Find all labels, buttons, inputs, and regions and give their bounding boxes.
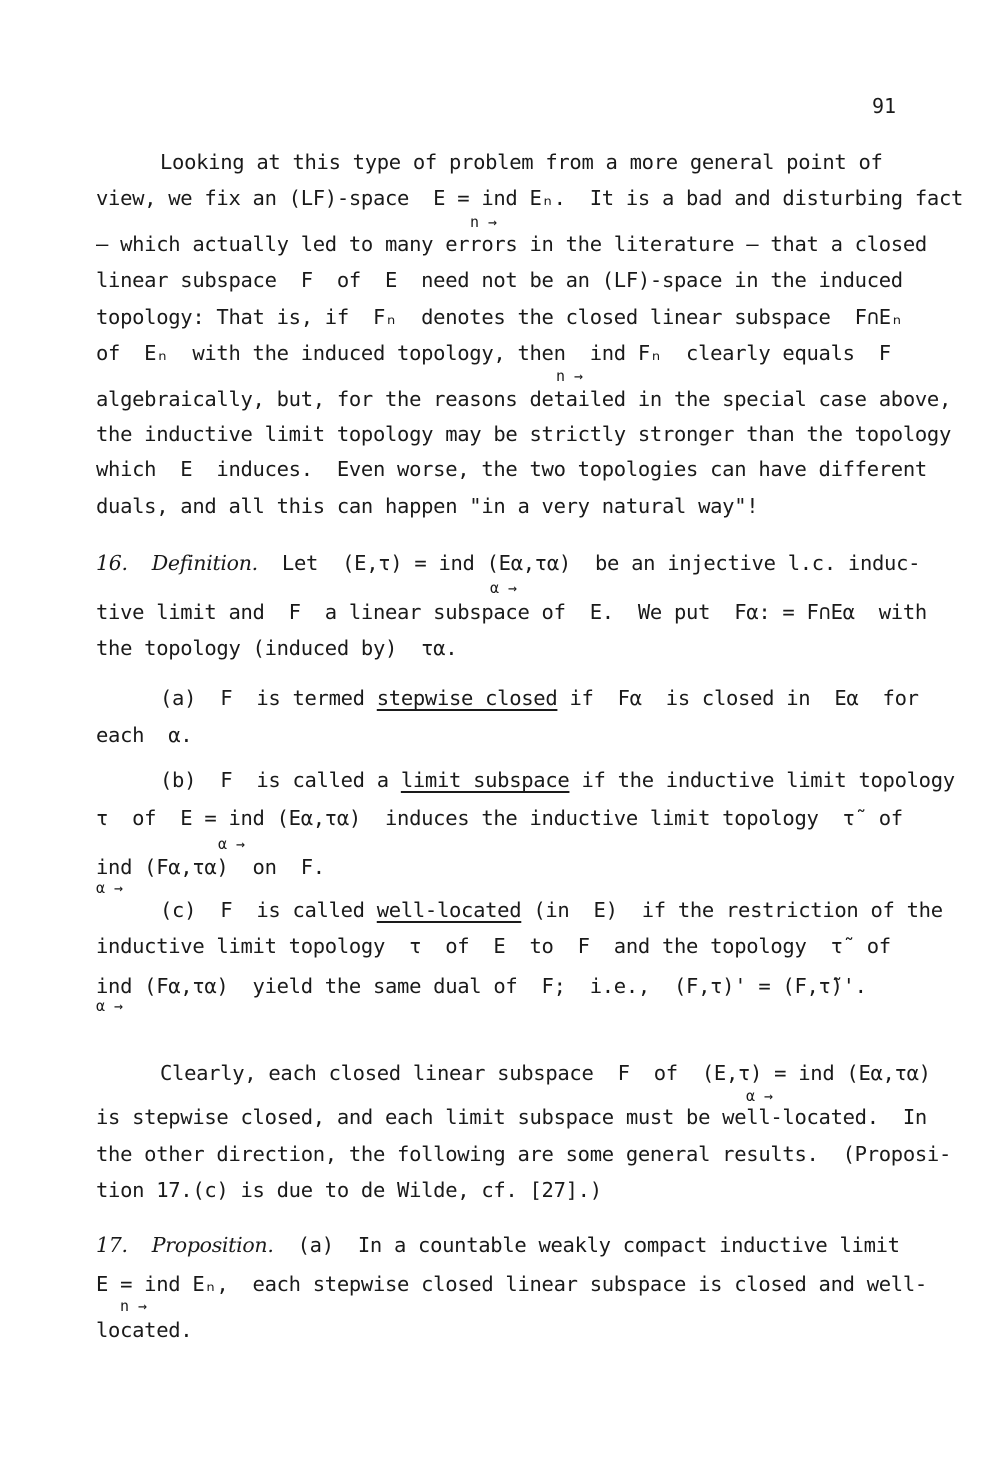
clause-b: (b) F is called a limit subspace if the inductive limit topology	[160, 768, 955, 792]
term-well-located: well-located	[376, 898, 522, 922]
text-line: which E induces. Even worse, the two topologies can have different	[96, 457, 927, 481]
definition-line: Let (E,τ) = ind (Eα,τα) be an injective l.c. induc-	[281, 551, 921, 575]
text-line: algebraically, but, for the reasons detailed in the special case above,	[96, 387, 951, 411]
proposition-line: (a) In a countable weakly compact inductive limit	[297, 1233, 900, 1257]
text-line: view, we fix an (LF)-space E = ind Eₙ. It is a bad and disturbing fact	[96, 186, 964, 210]
proposition-number: 17.	[96, 1233, 128, 1257]
limit-subscript: α →	[490, 579, 518, 597]
text-line: located.	[96, 1318, 193, 1342]
text-line: of Eₙ with the induced topology, then ind Fₙ clearly equals F	[96, 341, 891, 365]
limit-subscript: n →	[556, 367, 584, 385]
limit-subscript: n →	[120, 1297, 148, 1315]
limit-subscript: n →	[470, 213, 498, 231]
text-line: the other direction, the following are some general results. (Proposi-	[96, 1142, 951, 1166]
limit-subscript: α →	[96, 879, 124, 897]
limit-subscript: α →	[746, 1087, 774, 1105]
text-line: linear subspace F of E need not be an (LF)-space in the induced	[96, 268, 903, 292]
text-line: Looking at this type of problem from a more general point of	[160, 150, 883, 174]
clause-a: (a) F is termed stepwise closed if Fα is closed in Eα for	[160, 686, 919, 710]
text-line: each α.	[96, 723, 193, 747]
definition-heading	[96, 551, 920, 575]
proposition-title: Proposition.	[151, 1233, 274, 1257]
text-line: is stepwise closed, and each limit subspace must be well-located. In	[96, 1105, 927, 1129]
definition-number: 16.	[96, 551, 128, 575]
term-stepwise-closed: stepwise closed	[376, 686, 558, 710]
term-limit-subspace: limit subspace	[400, 768, 570, 792]
clause-c: (c) F is called well-located (in E) if the restriction of the	[160, 898, 943, 922]
text-line: tion 17.(c) is due to de Wilde, cf. [27].)	[96, 1178, 602, 1202]
page-number: 91	[872, 94, 897, 118]
text-line: topology: That is, if Fₙ denotes the closed linear subspace F∩Eₙ	[96, 305, 903, 329]
text-line: tive limit and F a linear subspace of E. We put Fα: = F∩Eα with	[96, 600, 927, 624]
text-line: ind (Fα,τα) on F.	[96, 855, 325, 879]
definition-title: Definition.	[151, 551, 258, 575]
text-line: Clearly, each closed linear subspace F of (E,τ) = ind (Eα,τα)	[160, 1061, 931, 1085]
limit-subscript: α →	[96, 997, 124, 1015]
text-line: the topology (induced by) τα.	[96, 636, 458, 660]
text-line: inductive limit topology τ of E to F and the topology τ̃ of	[96, 934, 891, 958]
text-line: ind (Fα,τα) yield the same dual of F; i.e., (F,τ)' = (F,τ̃)'.	[96, 974, 867, 998]
text-line: duals, and all this can happen "in a very natural way"!	[96, 494, 759, 518]
text-line: E = ind Eₙ, each stepwise closed linear subspace is closed and well-	[96, 1272, 927, 1296]
proposition-heading	[96, 1233, 900, 1257]
limit-subscript: α →	[218, 835, 246, 853]
text-line: τ of E = ind (Eα,τα) induces the inductive limit topology τ̃ of	[96, 806, 903, 830]
text-line: the inductive limit topology may be strictly stronger than the topology	[96, 422, 951, 446]
text-line: — which actually led to many errors in the literature — that a closed	[96, 232, 927, 256]
